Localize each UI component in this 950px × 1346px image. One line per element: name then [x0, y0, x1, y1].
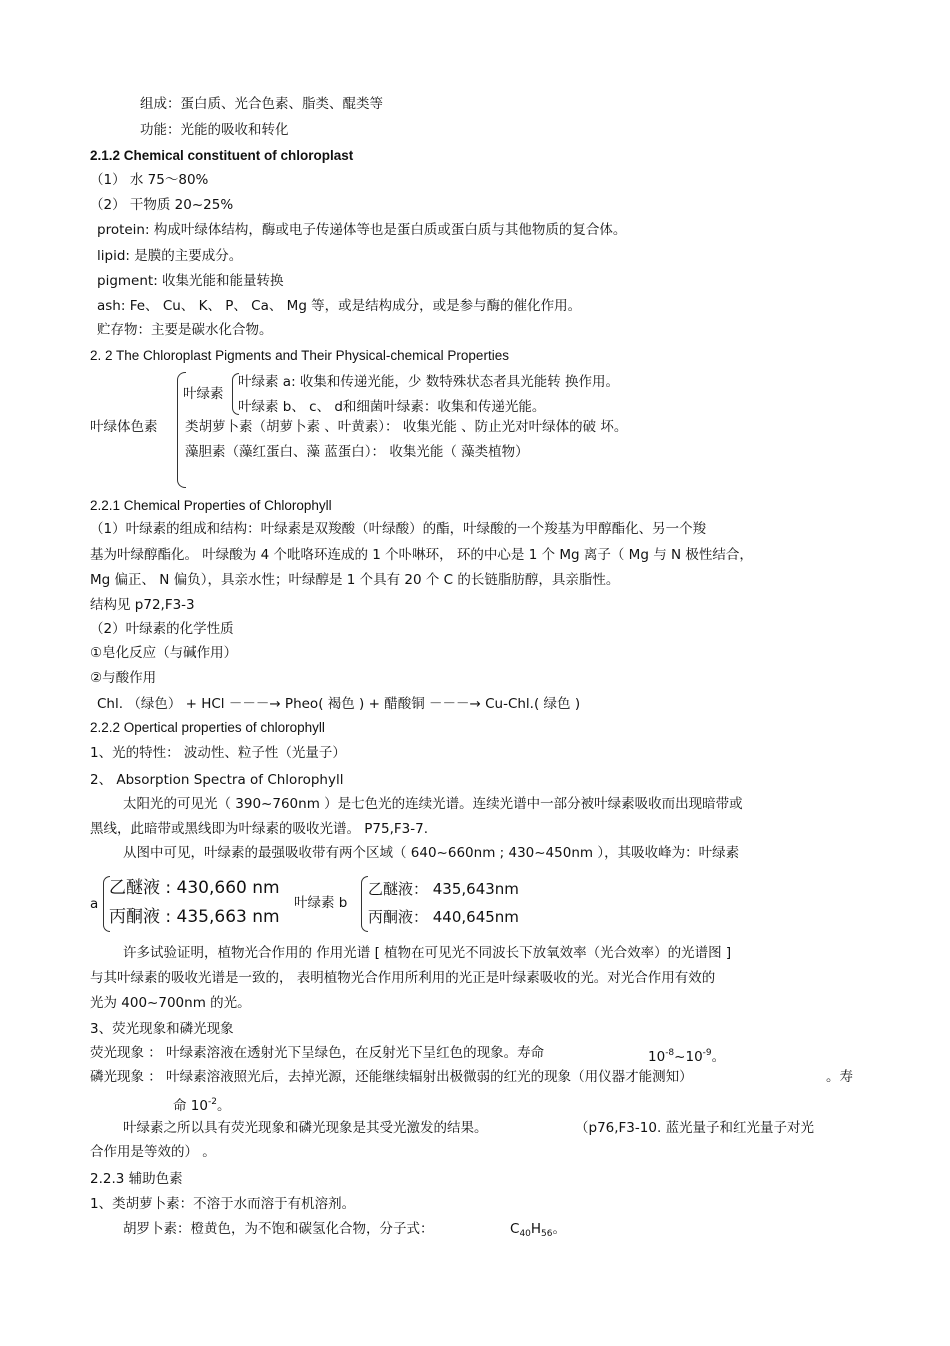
action-spectrum-para-1: 许多试验证明，植物光合作用的 作用光谱 [ 植物在可见光不同波长下放氧效率（光合效率）的光谱图 ] [123, 945, 732, 961]
section-heading-2-2-3: 2.2.3 辅助色素 [90, 1171, 183, 1187]
pigment-root-label: 叶绿体色素 [90, 419, 158, 435]
spectrum-para-1: 太阳光的可见光（ 390~760nm ）是七色光的连续光谱。连续光谱中一部分被叶绿素吸收而出现暗带或 [123, 796, 743, 812]
fluorescence-base-2: ~10 [674, 1049, 703, 1065]
chl-a-acetone: 丙酮液 : 435,663 nm [109, 907, 280, 927]
formula-c-count: 40 [519, 1229, 531, 1239]
phosphorescence-line: 磷光现象 ： 叶绿素溶液照光后，去掉光源，还能继续辐射出极微弱的红光的现象（用仪器才能测知） [90, 1069, 693, 1085]
carotenoid-line: 类胡萝卜素（胡萝卜素 、叶黄素）： 收集光能 、防止光对叶绿体的破 坏。 [185, 419, 628, 435]
excitation-para-1-ref: （p76,F3-10. 蓝光量子和红光量子对光 [575, 1120, 815, 1136]
chl-b-brace [361, 876, 368, 932]
structure-ref: 结构见 p72,F3-3 [90, 597, 195, 613]
acid-reaction-line: ②与酸作用 [90, 670, 157, 686]
fluorescence-exp-1: -8 [665, 1048, 675, 1058]
section-heading-2-2-2: 2.2.2 Opertical properties of chlorophyll [90, 720, 325, 735]
formula-h: H [530, 1221, 542, 1237]
fluorescence-base-1: 10 [648, 1049, 666, 1065]
structure-para-1: （1）叶绿素的组成和结构：叶绿素是双羧酸（叶绿酸）的酯，叶绿酸的一个羧基为甲醇酯化、另一个羧 [90, 521, 707, 537]
section-heading-2-1-2: 2.1.2 Chemical constituent of chloroplast [90, 148, 354, 163]
formula-h-count: 56 [541, 1229, 553, 1239]
excitation-para-1: 叶绿素之所以具有荧光现象和磷光现象是其受光激发的结果。 [123, 1120, 488, 1136]
chlorophyll-a-line: 叶绿素 a: 收集和传递光能，少 数特殊状态者具光能转 换作用。 [238, 374, 619, 390]
phosphorescence-base: 命 10 [173, 1098, 208, 1114]
action-spectrum-para-3: 光为 400~700nm 的光。 [90, 995, 251, 1011]
phosphorescence-exp: -2 [207, 1097, 217, 1107]
chl-a-ether: 乙醚液 : 430,660 nm [109, 878, 280, 898]
fluorescence-end: 。 [711, 1049, 726, 1065]
chl-b-label: 叶绿素 b [294, 895, 348, 911]
chl-b-acetone: 丙酮液： 440,645nm [368, 908, 519, 926]
composition-line: 组成：蛋白质、光合色素、脂类、醌类等 [140, 96, 383, 112]
structure-para-3: Mg 偏正、 N 偏负），具亲水性；叶绿醇是 1 个具有 20 个 C 的长链脂肪醇，具亲脂性。 [90, 572, 620, 588]
carotenoid-heading: 1、类胡萝卜素：不溶于水而溶于有机溶剂。 [90, 1196, 356, 1212]
reaction-equation: Chl. （绿色） + HCl －－－→ Pheo( 褐色 ) + 醋酸铜 －－－→ Cu-Chl.( 绿色 ) [97, 696, 581, 712]
chemical-properties-heading: （2）叶绿素的化学性质 [90, 621, 234, 637]
structure-para-2: 基为叶绿醇酯化。 叶绿酸为 4 个吡咯环连成的 1 个卟啉环， 环的中心是 1 个 Mg 离子（ Mg 与 N 极性结合， [90, 547, 753, 563]
function-line: 功能：光能的吸收和转化 [140, 122, 289, 138]
phosphorescence-lifetime-label: 。寿 [826, 1069, 853, 1085]
chlorophyll-b-line: 叶绿素 b、 c、 d和细菌叶绿素：收集和传递光能。 [238, 399, 546, 415]
fluorescence-lifetime [648, 1044, 725, 1066]
saponification-line: ①皂化反应（与碱作用） [90, 645, 238, 661]
excitation-para-2: 合作用是等效的） 。 [90, 1144, 216, 1160]
spectrum-para-2: 黑线，此暗带或黑线即为叶绿素的吸收光谱。 P75,F3-7. [90, 821, 429, 837]
section-heading-2-2-1: 2.2.1 Chemical Properties of Chlorophyll [90, 498, 332, 513]
chlorophyll-group-label: 叶绿素 [183, 386, 224, 402]
section-heading-2-2: 2. 2 The Chloroplast Pigments and Their Physical-chemical Properties [90, 348, 509, 363]
lipid-line: lipid: 是膜的主要成分。 [97, 248, 243, 264]
carotene-line: 胡罗卜素：橙黄色，为不饱和碳氢化合物，分子式： [123, 1221, 434, 1237]
fluorescence-heading: 3、荧光现象和磷光现象 [90, 1021, 234, 1037]
phosphorescence-end: 。 [216, 1098, 231, 1114]
formula-end: 。 [552, 1221, 566, 1237]
phosphorescence-lifetime [173, 1093, 230, 1115]
action-spectrum-para-2: 与其叶绿素的吸收光谱是一致的， 表明植物光合作用所利用的光正是叶绿素吸收的光。对光合作用有效的 [90, 970, 716, 986]
dry-matter-line: （2） 干物质 20~25% [90, 197, 234, 213]
ash-line: ash: Fe、 Cu、 K、 P、 Ca、 Mg 等，或是结构成分，或是参与酶的催化作用。 [97, 298, 582, 314]
absorption-spectra-heading: 2、 Absorption Spectra of Chlorophyll [90, 772, 344, 788]
formula-c: C [510, 1221, 520, 1237]
pigment-line: pigment: 收集光能和能量转换 [97, 273, 284, 289]
fluorescence-exp-2: -9 [702, 1048, 712, 1058]
fluorescence-line: 荧光现象 ： 叶绿素溶液在透射光下呈绿色，在反射光下呈红色的现象。寿命 [90, 1045, 545, 1061]
chl-b-ether: 乙醚液： 435,643nm [368, 880, 519, 898]
chl-a-label: a [90, 896, 99, 912]
light-property-line: 1、光的特性： 波动性、粒子性（光量子） [90, 745, 346, 761]
carotene-formula [510, 1220, 566, 1243]
phycobilin-line: 藻胆素（藻红蛋白、藻 蓝蛋白）： 收集光能（ 藻类植物） [185, 444, 529, 460]
protein-line: protein: 构成叶绿体结构，酶或电子传递体等也是蛋白质或蛋白质与其他物质的复合体。 [97, 222, 627, 238]
storage-line: 贮存物：主要是碳水化合物。 [97, 322, 273, 338]
water-line: （1） 水 75～80% [90, 172, 209, 188]
spectrum-para-3: 从图中可见，叶绿素的最强吸收带有两个区域（ 640~660nm ; 430~450nm ），其吸收峰为：叶绿素 [123, 845, 740, 861]
